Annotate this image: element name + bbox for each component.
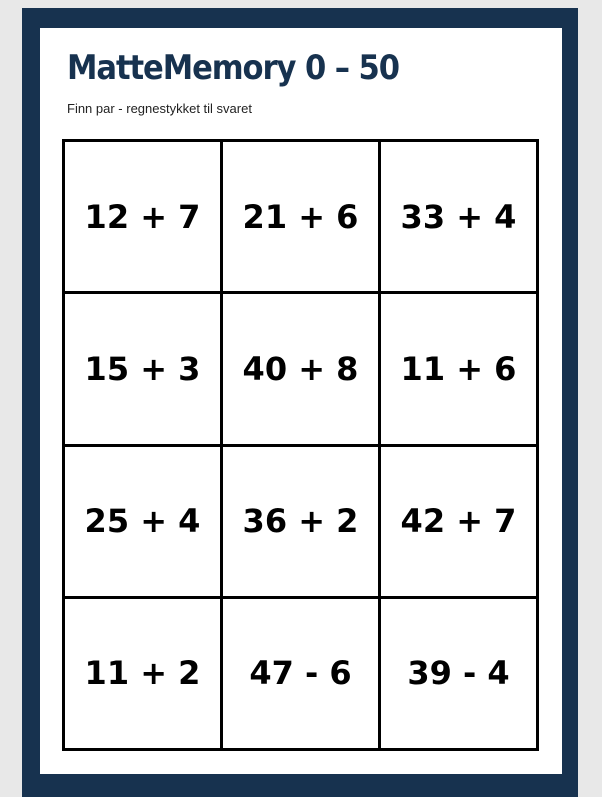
card-expression: 25 + 4 [84,502,201,541]
card-expression: 12 + 7 [84,197,201,236]
memory-card[interactable] [65,447,223,599]
card-expression: 11 + 6 [400,349,517,388]
card-expression: 42 + 7 [400,502,517,541]
card-expression: 21 + 6 [242,197,359,236]
card-expression: 40 + 8 [242,349,359,388]
memory-card[interactable] [381,447,539,599]
memory-card[interactable] [381,294,539,446]
page-subtitle: Finn par - regnestykket til svaret [67,101,252,116]
card-expression: 39 - 4 [407,654,510,693]
memory-card[interactable] [223,599,381,751]
memory-card[interactable] [223,294,381,446]
card-expression: 36 + 2 [242,502,359,541]
card-expression: 15 + 3 [84,349,201,388]
page-title: MatteMemory 0 – 50 [67,48,399,88]
card-expression: 33 + 4 [400,197,517,236]
memory-card-grid [62,139,539,751]
memory-card[interactable] [65,599,223,751]
card-expression: 11 + 2 [84,654,201,693]
memory-card[interactable] [381,142,539,294]
memory-card[interactable] [223,142,381,294]
card-expression: 47 - 6 [249,654,352,693]
memory-card[interactable] [223,447,381,599]
memory-card[interactable] [65,294,223,446]
memory-card[interactable] [381,599,539,751]
memory-card[interactable] [65,142,223,294]
